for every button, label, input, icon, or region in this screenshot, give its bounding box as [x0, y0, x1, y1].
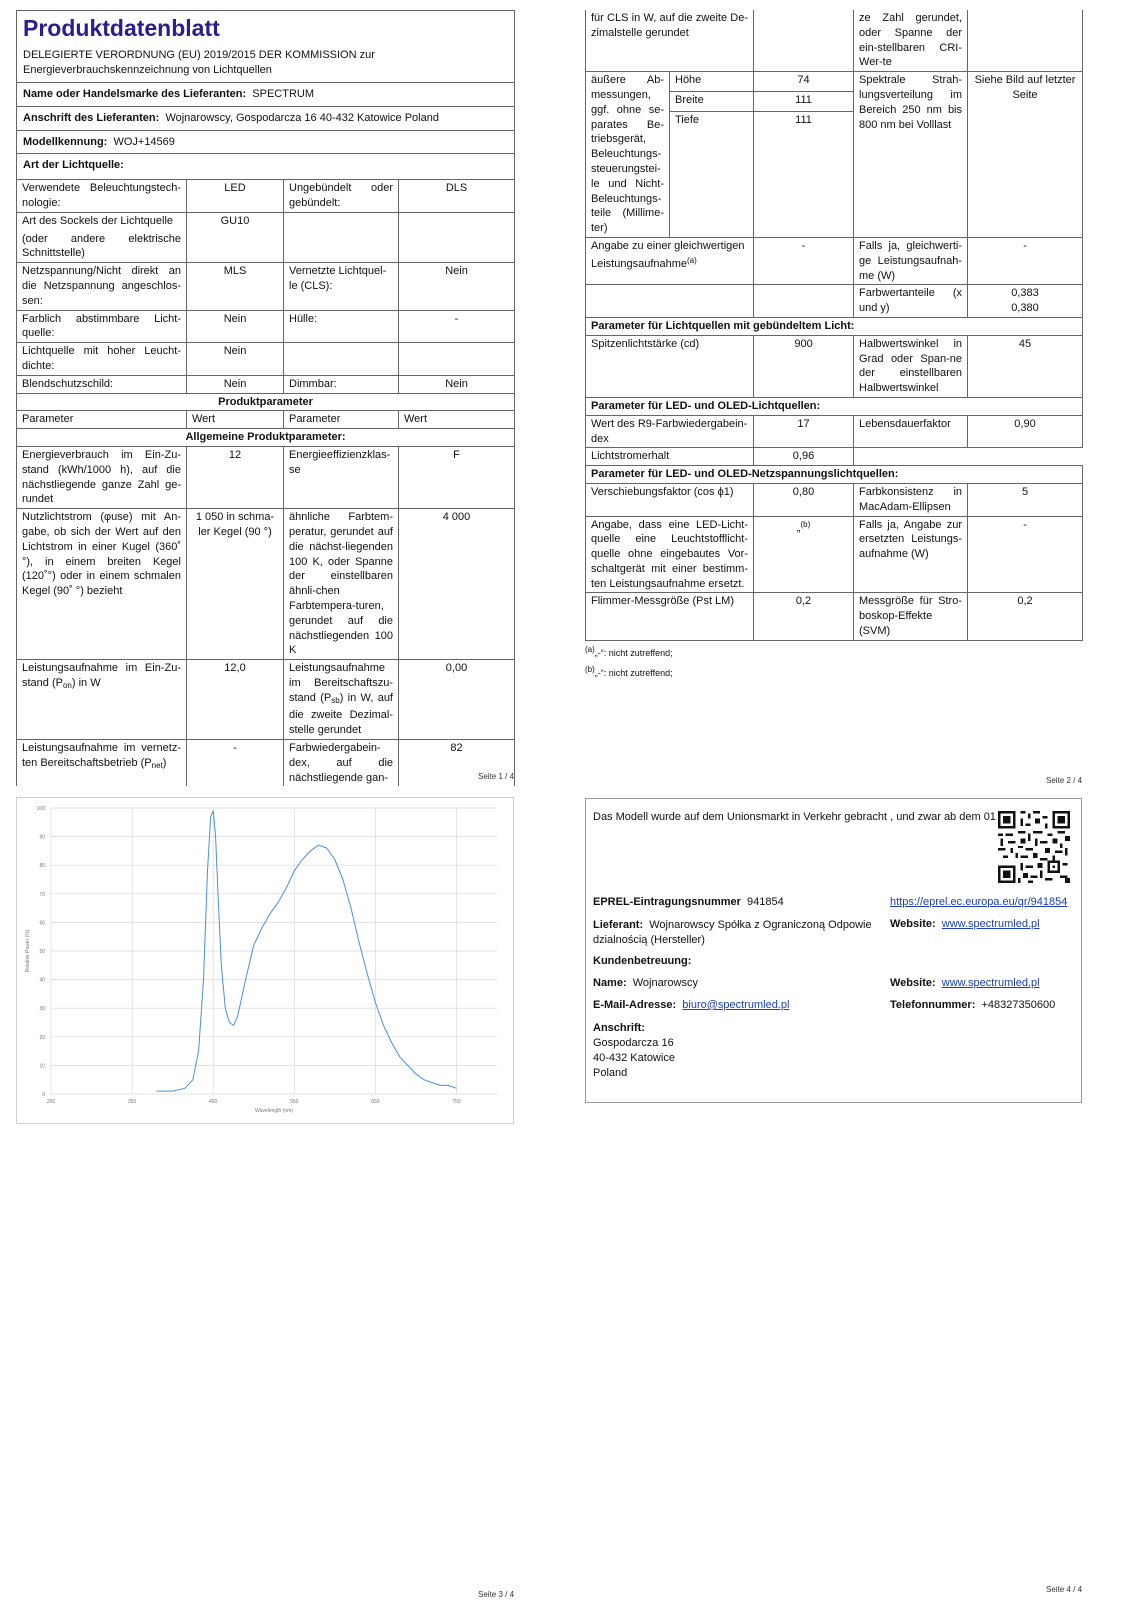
led-replaces-value: „$^{(b)}$	[754, 516, 854, 593]
light-source-type-label: Art der Lichtquelle:	[23, 159, 124, 172]
supplier-address-value: Wojnarowscy, Gospodarcza 16 40-432 Katowice Poland	[165, 111, 439, 124]
high-luminance-value: Nein	[187, 343, 284, 376]
address-line: Gospodarcza 16	[593, 1037, 674, 1049]
product-parameters-header: Produktparameter	[17, 393, 515, 411]
supplier-name-label: Name oder Handelsmarke des Lieferanten:	[23, 88, 247, 100]
equivalent-watt-label: Falls ja, gleichwerti-ge Leistungsaufnah-me (W)	[854, 237, 968, 284]
chromaticity-value	[968, 285, 1083, 318]
eprel-label: EPREL-Eintragungsnummer	[593, 896, 741, 908]
page-number: Seite 3 / 4	[478, 1590, 515, 1599]
y-tick-label: 0	[42, 1092, 45, 1098]
chromaticity-x: 0,383	[1011, 287, 1039, 300]
website2-link[interactable]: www.spectrumled.pl	[941, 977, 1040, 989]
displacement-factor-value: 0,80	[754, 483, 854, 516]
address-line: 40-432 Katowice	[593, 1052, 675, 1064]
y-tick-label: 60	[39, 920, 45, 927]
survival-factor-value: 0,90	[968, 415, 1083, 448]
flicker-value: 0,2	[754, 593, 854, 640]
empty-cell	[284, 343, 399, 376]
x-axis-label: Wavelength (nm)	[255, 1108, 293, 1114]
tunable-label: Farblich abstimmbare Licht-quelle:	[17, 310, 187, 343]
beam-angle-value: 45	[968, 335, 1083, 397]
cct-value: 4 000	[399, 509, 515, 660]
cap-type-value: GU10	[187, 212, 284, 262]
lumen-maintenance-label: Lichtstromerhalt	[586, 448, 754, 466]
energy-class-value: F	[399, 446, 515, 508]
qr-code[interactable]	[998, 811, 1070, 883]
email-row	[593, 999, 789, 1011]
flicker-label: Flimmer-Messgröße (Pst LM)	[586, 593, 754, 640]
supplier-name-value: SPECTRUM	[252, 88, 314, 100]
website2-label: Website:	[890, 977, 936, 989]
envelope-value: -	[399, 310, 515, 343]
r9-value: 17	[754, 415, 854, 448]
technology-label: Verwendete Beleuchtungstech-nologie:	[17, 180, 187, 213]
displacement-factor-label: Verschiebungsfaktor (cos ϕ1)	[586, 483, 754, 516]
column-header-value: Wert	[187, 411, 284, 429]
cls-standby-continued: für CLS in W, auf die zweite De-zimalstelle gerundet	[586, 10, 754, 72]
envelope-label: Hülle:	[284, 310, 399, 343]
dimensions-label: äußere Ab-messungen, ggf. ohne se-parates Be-triebsgerät, Beleuchtungs-steuerungstei-le und Nicht-Beleuchtungs-teile (Millime-ter)	[586, 72, 670, 238]
energy-class-label: Energieeffizienzklas-se	[284, 446, 399, 508]
stroboscopic-label: Messgröße für Stro-boskop-Effekte (SVM)	[854, 593, 968, 640]
networked-standby-label: Leistungsaufnahme im vernetz-ten Bereitschaftsbetrieb $(P_{net})$	[17, 740, 187, 787]
empty-cell	[670, 131, 754, 237]
market-date-text: Das Modell wurde auf dem Unionsmarkt in Verkehr gebracht , und zwar ab dem 01	[593, 811, 996, 823]
footnote-a: (a)„-“: nicht zutreffend;	[585, 644, 673, 658]
cri-continued: ze Zahl gerundet, oder Spanne der ein-stellbaren CRI-Wer-te	[854, 10, 968, 72]
on-mode-power-label: Leistungsaufnahme im Ein-Zu-stand $(P_{on})$ in W	[17, 660, 187, 740]
empty-cell	[399, 343, 515, 376]
page-title: Produktdatenblatt	[23, 15, 220, 41]
y-tick-label: 40	[39, 977, 45, 984]
beam-angle-label: Halbwertswinkel in Grad oder Span-ne der einstellbaren Halbwertswinkel	[854, 335, 968, 397]
page2-table	[585, 10, 1083, 641]
replaced-power-value: -	[968, 516, 1083, 593]
mains-label: Netzspannung/Nicht direkt an die Netzspannung angeschlos-sen:	[17, 263, 187, 310]
standby-power-value: 0,00	[399, 660, 515, 740]
y-axis-label: Relative Power (%)	[25, 929, 31, 973]
email-link[interactable]: biuro@spectrumled.pl	[682, 999, 790, 1011]
regulation-text: DELEGIERTE VERORDNUNG (EU) 2019/2015 DER KOMMISSION zur Energieverbrauchskennzeichnung von Lichtquellen	[23, 49, 375, 76]
cct-label: ähnliche Farbtem-peratur, gerundet auf die nächst-liegenden 100 K, oder Spanne der einstellbaren ähnli-chen Farbtempera-turen, gerundet auf die nächstliegenden 100 K	[284, 509, 399, 660]
empty-cell	[399, 212, 515, 262]
supplier-value: Wojnarowscy Spółka z Ograniczoną Odpowie dzialnością (Hersteller)	[593, 919, 872, 946]
spectral-label: Spektrale Strah-lungsverteilung im Bereich 250 nm bis 800 nm bei Volllast	[854, 72, 968, 238]
empty-cell	[754, 285, 854, 318]
phone-value: +48327350600	[981, 999, 1056, 1011]
y-tick-label: 20	[39, 1034, 45, 1041]
on-mode-power-value: 12,0	[187, 660, 284, 740]
website2-row	[890, 977, 1040, 989]
page-1	[16, 10, 514, 786]
spectral-value: Siehe Bild auf letzter Seite	[968, 72, 1083, 238]
r9-label: Wert des R9-Farbwiedergabein-dex	[586, 415, 754, 448]
cap-type-cell	[17, 212, 187, 262]
x-tick-label: 550	[290, 1099, 299, 1105]
y-tick-label: 70	[39, 891, 45, 898]
page1-table	[16, 10, 515, 786]
page-number: Seite 1 / 4	[478, 772, 515, 781]
model-value: WOJ+14569	[113, 135, 175, 148]
high-luminance-label: Lichtquelle mit hoher Leucht-dichte:	[17, 343, 187, 376]
empty-cell	[854, 448, 1083, 466]
x-tick-label: 450	[209, 1099, 218, 1105]
name-label: Name:	[593, 977, 627, 989]
equivalent-power-value: -	[754, 237, 854, 284]
x-tick-label: 350	[127, 1099, 137, 1105]
column-header-parameter: Parameter	[284, 411, 399, 429]
eprel-row	[593, 896, 784, 908]
colour-consistency-value: 5	[968, 483, 1083, 516]
cls-label: Vernetzte Lichtquel-le (CLS):	[284, 263, 399, 310]
phone-label: Telefonnummer:	[890, 999, 976, 1011]
width-label: Breite	[670, 92, 754, 112]
chromaticity-label: Farbwertanteile (x und y)	[854, 285, 968, 318]
y-tick-label: 10	[39, 1063, 45, 1070]
y-tick-label: 100	[36, 806, 45, 812]
useful-flux-label: Nutzlichtstrom (φuse) mit An-gabe, ob sich der Wert auf den Lichtstrom in einer Kugel (360˚ °), in einem breiten Kegel (120˚°) oder in einem schmalen Kegel (90˚ °) bezieht	[17, 509, 187, 660]
name-value: Wojnarowscy	[632, 977, 698, 989]
email-label: E-Mail-Adresse:	[593, 999, 677, 1011]
empty-cell	[968, 10, 1083, 72]
energy-consumption-label: Energieverbrauch im Ein-Zu-stand (kWh/1000 h), auf die nächstliegende ganze Zahl ge-rundet	[17, 446, 187, 508]
tunable-value: Nein	[187, 310, 284, 343]
cap-type-label: Art des Sockels der Lichtquelle	[22, 214, 174, 227]
name-row	[593, 977, 698, 989]
equivalent-power-label: Angabe zu einer gleichwertigen Leistungsaufnahme$^{(a)}$	[586, 237, 754, 284]
website-row	[890, 918, 1040, 930]
model-label: Modellkennung:	[23, 135, 108, 148]
website-label: Website:	[890, 918, 936, 930]
x-tick-label: 250	[46, 1099, 56, 1105]
networked-standby-value: -	[187, 740, 284, 787]
energy-consumption-value: 12	[187, 446, 284, 508]
useful-flux-value: 1 050 in schma-ler Kegel (90 °)	[187, 509, 284, 660]
address-label: Anschrift:	[593, 1022, 645, 1034]
empty-cell	[754, 10, 854, 72]
address-line: Poland	[593, 1067, 628, 1079]
lumen-maintenance-value: 0,96	[754, 448, 854, 466]
replaced-power-label: Falls ja, Angabe zur ersetzten Leistungs-aufnahme (W)	[854, 516, 968, 593]
supplier-address-label: Anschrift des Lieferanten:	[23, 111, 160, 124]
y-tick-label: 30	[39, 1006, 45, 1013]
page-number: Seite 2 / 4	[1046, 776, 1083, 785]
led-replaces-label: Angabe, dass eine LED-Licht-quelle eine Leuchtstofflicht-quelle ohne eingebautes Vor-schaltgerät mit einer bestimm-ten Leistungsaufnahme ersetzt.	[586, 516, 754, 593]
page-4	[585, 798, 1082, 1103]
height-label: Höhe	[670, 72, 754, 92]
colour-consistency-label: Farbkonsistenz in MacAdam-Ellipsen	[854, 483, 968, 516]
empty-cell	[586, 285, 754, 318]
y-tick-label: 50	[39, 949, 45, 955]
technology-value: LED	[187, 180, 284, 213]
general-parameters-header: Allgemeine Produktparameter:	[17, 429, 515, 447]
page-2	[585, 10, 1082, 680]
column-header-value: Wert	[399, 411, 515, 429]
bundled-value: DLS	[399, 180, 515, 213]
led-parameters-header: Parameter für LED- und OLED-Lichtquellen:	[586, 397, 1083, 415]
height-value: 74	[754, 72, 854, 92]
footnote-b: (b)„-“: nicht zutreffend;	[585, 664, 673, 678]
survival-factor-label: Lebensdauerfaktor	[854, 415, 968, 448]
supplier-label: Lieferant:	[593, 919, 644, 931]
page-number: Seite 4 / 4	[1046, 1585, 1083, 1594]
standby-power-label: Leistungsaufnahme im Bereitschaftszu-stand $(P_{sb})$ in W, auf die zweite Dezimal-stelle gerundet	[284, 660, 399, 740]
bundled-label: Ungebündelt oder gebündelt:	[284, 180, 399, 213]
depth-value: 111	[754, 112, 854, 132]
anti-glare-value: Nein	[187, 375, 284, 393]
cri-value: 82	[399, 740, 515, 787]
phone-row	[890, 999, 1055, 1011]
directional-header: Parameter für Lichtquellen mit gebündeltem Licht:	[586, 317, 1083, 335]
empty-cell	[754, 131, 854, 237]
led-mains-header: Parameter für LED- und OLED-Netzspannungslichtquellen:	[586, 466, 1083, 484]
equivalent-watt-value: -	[968, 237, 1083, 284]
website-link[interactable]: www.spectrumled.pl	[941, 918, 1040, 930]
anti-glare-label: Blendschutzschild:	[17, 375, 187, 393]
page-3	[16, 797, 514, 1124]
empty-cell	[284, 212, 399, 262]
dimmable-label: Dimmbar:	[284, 375, 399, 393]
width-value: 111	[754, 92, 854, 112]
column-header-parameter: Parameter	[17, 411, 187, 429]
peak-intensity-label: Spitzenlichtstärke (cd)	[586, 335, 754, 397]
address-block	[593, 1021, 675, 1081]
spectrum-chart	[17, 798, 513, 1123]
y-tick-label: 90	[39, 834, 45, 841]
customer-service-label: Kundenbetreuung:	[593, 955, 692, 967]
x-tick-label: 750	[452, 1099, 461, 1105]
stroboscopic-value: 0,2	[968, 593, 1083, 640]
peak-intensity-value: 900	[754, 335, 854, 397]
cls-value: Nein	[399, 263, 515, 310]
mains-value: MLS	[187, 263, 284, 310]
cri-label: Farbwiedergabein-dex, auf die nächstliegende gan-	[284, 740, 399, 787]
cap-type-label-2: (oder andere elektrische Schnittstelle)	[22, 232, 181, 260]
eprel-value: 941854	[747, 896, 784, 908]
dimmable-value: Nein	[399, 375, 515, 393]
chromaticity-y: 0,380	[1011, 302, 1039, 315]
y-tick-label: 80	[39, 863, 45, 870]
supplier-row	[593, 918, 878, 948]
x-tick-label: 650	[371, 1099, 380, 1105]
depth-label: Tiefe	[670, 112, 754, 132]
eprel-link[interactable]: https://eprel.ec.europa.eu/qr/941854	[890, 896, 1068, 908]
